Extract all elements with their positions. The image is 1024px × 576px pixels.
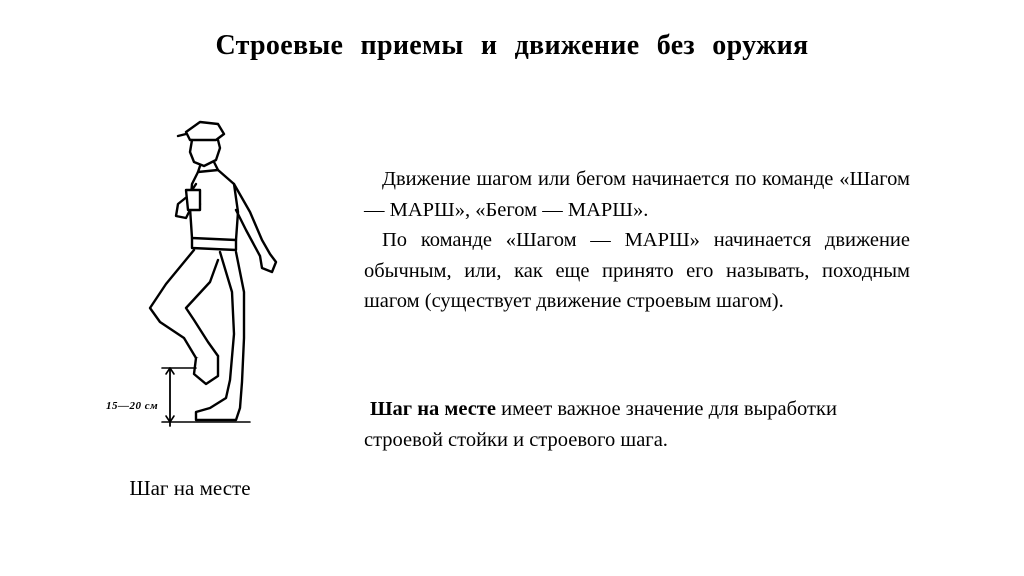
step-height-label: 15—20 см (106, 400, 159, 412)
description-text (364, 164, 910, 317)
note-rest: имеет важное значение для выработки строевой стойки и строевого шага. (364, 398, 837, 451)
note-bold-term: Шаг на месте (370, 398, 496, 420)
note-block (364, 394, 884, 455)
paragraph-march-step: По команде «Шагом — МАРШ» начинается движение обычным, или, как еще принято его называть, походным шагом (существует движение строевым шагом). (364, 229, 910, 312)
marching-soldier-illustration (100, 112, 300, 442)
paragraph-commands: Движение шагом или бегом начинается по команде «Шагом — МАРШ», «Бегом — МАРШ». (364, 168, 910, 221)
note-text (364, 394, 884, 455)
figure-caption: Шаг на месте (129, 476, 251, 500)
slide-title: Строевые приемы и движение без оружия (215, 30, 809, 61)
